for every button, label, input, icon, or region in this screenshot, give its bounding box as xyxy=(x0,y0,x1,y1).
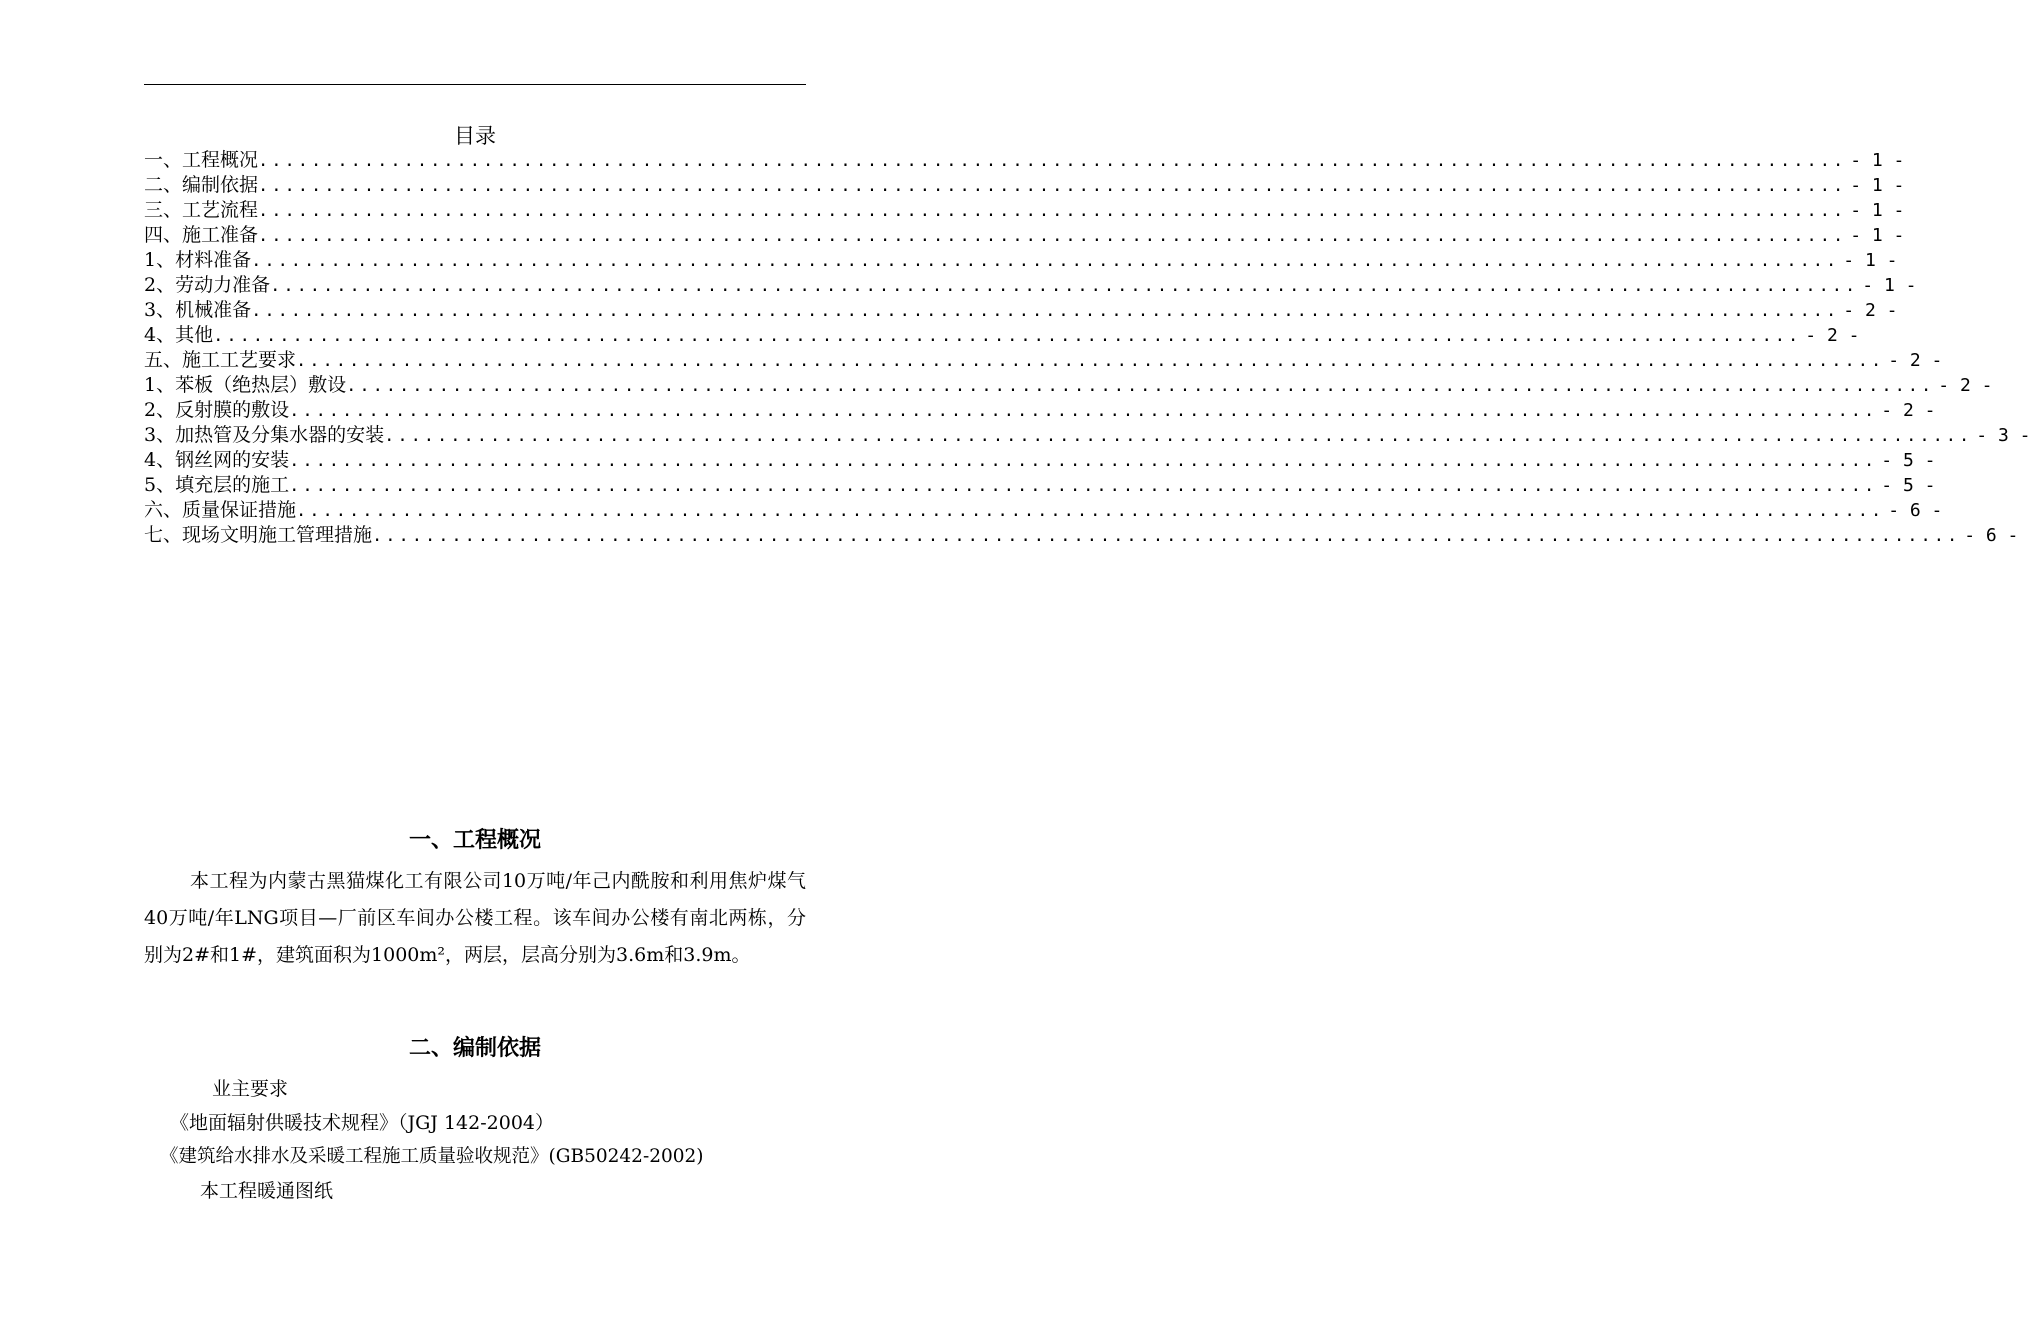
toc-entry-label: 1、材料准备 xyxy=(144,249,252,271)
toc-entry-label: 三、工艺流程 xyxy=(144,199,259,221)
toc-entry-page: - 2 - xyxy=(1881,400,1936,421)
toc-entry-page: - 6 - xyxy=(1964,525,2019,546)
toc-entry-label: 2、劳动力准备 xyxy=(144,274,271,296)
toc-entry-page: - 3 - xyxy=(1976,425,2030,446)
toc-leader-dots: ........................................................................................................................ xyxy=(258,201,1847,221)
toc-entry-label: 一、工程概况 xyxy=(144,149,259,171)
toc-entry[interactable] xyxy=(144,473,1936,498)
toc-entry[interactable] xyxy=(144,198,1905,223)
header-rule xyxy=(144,84,806,85)
toc-leader-dots: ........................................................................................................................ xyxy=(296,351,1885,371)
toc-entry-label: 四、施工准备 xyxy=(144,224,259,246)
toc-entry[interactable] xyxy=(144,248,1898,273)
toc-entry-label: 1、苯板（绝热层）敷设 xyxy=(144,374,347,396)
toc-entry-page: - 1 - xyxy=(1862,275,1917,296)
toc-entry[interactable] xyxy=(144,323,1860,348)
toc-entry-label: 二、编制依据 xyxy=(144,174,259,196)
toc-entry-label: 七、现场文明施工管理措施 xyxy=(144,524,373,546)
toc-leader-dots: ........................................................................................................................ xyxy=(372,526,1961,546)
overview-paragraph: 本工程为内蒙古黑猫煤化工有限公司10万吨/年己内酰胺和利用焦炉煤气40万吨/年LNG项目—厂前区车间办公楼工程。该车间办公楼有南北两栋，分别为2#和1#，建筑面积为1000m²，两层，层高分别为3.6m和3.9m。 xyxy=(144,870,806,966)
section-heading-overview: 一、工程概况 xyxy=(408,828,541,853)
toc-entry[interactable] xyxy=(144,498,1943,523)
toc-entry-page: - 1 - xyxy=(1850,175,1905,196)
toc-entry-page: - 6 - xyxy=(1888,500,1943,521)
toc-entry-page: - 2 - xyxy=(1843,300,1898,321)
toc-leader-dots: ........................................................................................................................ xyxy=(296,501,1885,521)
toc-leader-dots: ........................................................................................................................ xyxy=(251,251,1840,271)
toc-entry[interactable] xyxy=(144,423,2030,448)
toc-entry[interactable] xyxy=(144,173,1905,198)
toc-title: 目录 xyxy=(454,124,496,148)
toc-entry-page: - 1 - xyxy=(1850,150,1905,171)
toc-entry[interactable] xyxy=(144,523,2019,548)
toc-entry-page: - 2 - xyxy=(1805,325,1860,346)
toc-leader-dots: ........................................................................................................................ xyxy=(251,301,1840,321)
toc-entry[interactable] xyxy=(144,448,1936,473)
toc-leader-dots: ........................................................................................................................ xyxy=(270,276,1859,296)
toc-leader-dots: ........................................................................................................................ xyxy=(258,151,1847,171)
toc-entry-page: - 1 - xyxy=(1850,200,1905,221)
toc-entry[interactable] xyxy=(144,223,1905,248)
basis-item: 业主要求 xyxy=(212,1078,289,1100)
basis-item: 本工程暖通图纸 xyxy=(200,1180,334,1202)
toc-entry-label: 六、质量保证措施 xyxy=(144,499,297,521)
toc-entry-label: 4、其他 xyxy=(144,324,214,346)
toc-entry[interactable] xyxy=(144,273,1917,298)
toc-entry[interactable] xyxy=(144,298,1898,323)
basis-item: 《建筑给水排水及采暖工程施工质量验收规范》(GB50242-2002) xyxy=(160,1146,704,1167)
toc-entry-page: - 5 - xyxy=(1881,450,1936,471)
toc-leader-dots: ........................................................................................................................ xyxy=(346,376,1935,396)
toc-entry-page: - 1 - xyxy=(1843,250,1898,271)
toc-entry-label: 3、机械准备 xyxy=(144,299,252,321)
toc-entry-page: - 2 - xyxy=(1938,375,1993,396)
toc-entry-page: - 5 - xyxy=(1881,475,1936,496)
toc-entry-page: - 2 - xyxy=(1888,350,1943,371)
toc-leader-dots: ........................................................................................................................ xyxy=(258,226,1847,246)
toc-leader-dots: ........................................................................................................................ xyxy=(289,451,1878,471)
toc-entry-label: 4、钢丝网的安装 xyxy=(144,449,290,471)
table-of-contents xyxy=(144,148,2030,548)
basis-item: 《地面辐射供暖技术规程》（JGJ 142-2004） xyxy=(170,1112,554,1134)
toc-entry-label: 3、加热管及分集水器的安装 xyxy=(144,424,385,446)
toc-entry[interactable] xyxy=(144,373,1993,398)
toc-leader-dots: ........................................................................................................................ xyxy=(289,401,1878,421)
toc-entry-label: 5、填充层的施工 xyxy=(144,474,290,496)
toc-entry[interactable] xyxy=(144,348,1943,373)
toc-entry-page: - 1 - xyxy=(1850,225,1905,246)
section-heading-basis: 二、编制依据 xyxy=(408,1036,541,1061)
toc-entry-label: 2、反射膜的敷设 xyxy=(144,399,290,421)
toc-entry[interactable] xyxy=(144,148,1905,173)
toc-leader-dots: ........................................................................................................................ xyxy=(289,476,1878,496)
toc-leader-dots: ........................................................................................................................ xyxy=(213,326,1802,346)
toc-entry[interactable] xyxy=(144,398,1936,423)
toc-leader-dots: ........................................................................................................................ xyxy=(258,176,1847,196)
toc-entry-label: 五、施工工艺要求 xyxy=(144,349,297,371)
toc-leader-dots: ........................................................................................................................ xyxy=(384,426,1973,446)
